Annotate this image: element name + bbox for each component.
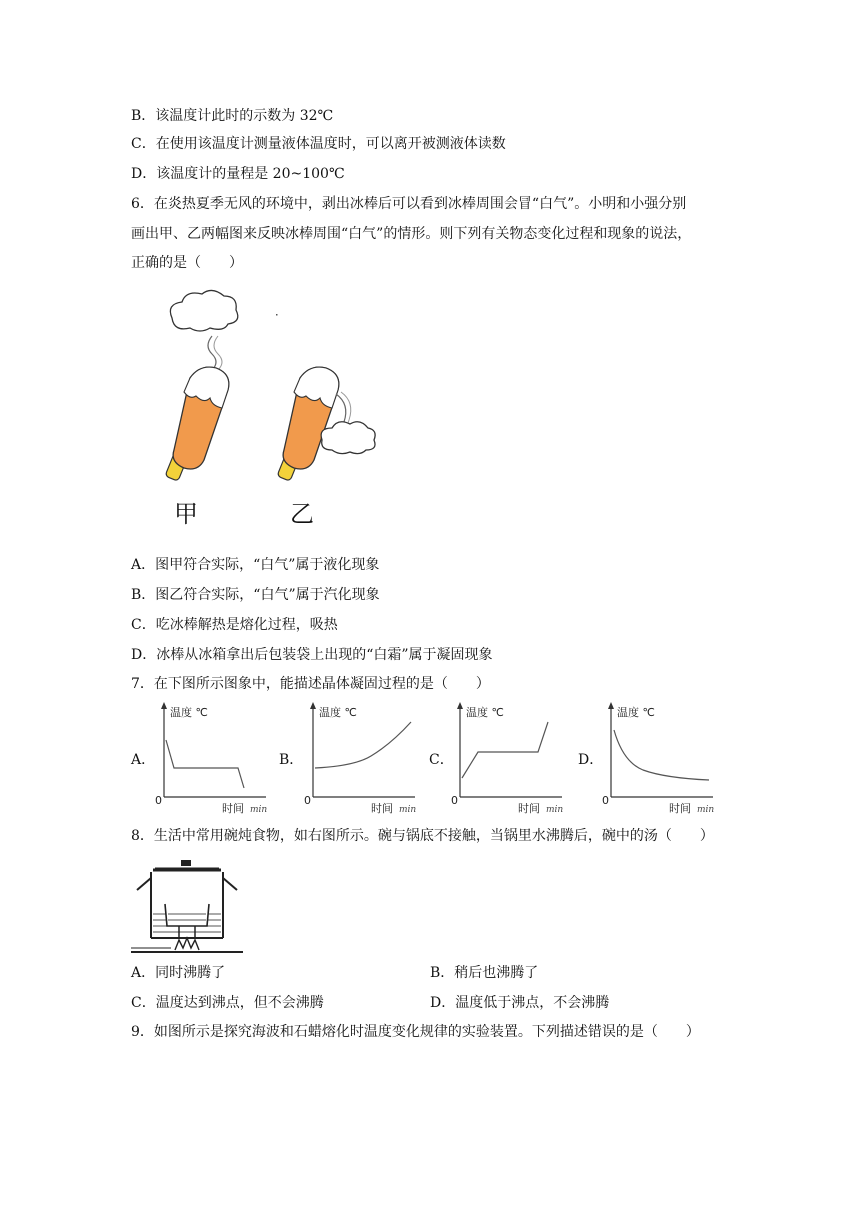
- popsicle-jia: [165, 290, 238, 528]
- q7-label-a: A．: [131, 752, 156, 768]
- curve-d: [614, 730, 709, 780]
- fig-label-yi: 乙: [290, 500, 314, 528]
- origin-label: 0: [155, 794, 162, 807]
- q6-stem-line2: 画出甲、乙两幅图来反映冰棒周围“白气”的情形。则下列有关物态变化过程和现象的说法，: [131, 226, 692, 242]
- y-axis-label: 温度 ℃: [617, 706, 655, 719]
- curve-c: [462, 722, 548, 778]
- q7-label-d: D．: [578, 752, 604, 768]
- popsicle-figure: [150, 290, 390, 535]
- x-axis-unit: min: [697, 805, 715, 815]
- popsicle-yi: [276, 314, 375, 528]
- origin-label: 0: [304, 794, 311, 807]
- q8-stem: 8．生活中常用碗炖食物，如右图所示。碗与锅底不接触，当锅里水沸腾后，碗中的汤（ ）: [131, 828, 714, 844]
- q9-stem: 9．如图所示是探究海波和石蜡熔化时温度变化规律的实验装置。下列描述错误的是（ ）: [131, 1024, 700, 1040]
- q8-option-a: A．同时沸腾了: [131, 965, 226, 981]
- q7-label-c: C．: [429, 752, 454, 768]
- x-axis-unit: min: [399, 805, 417, 815]
- q8-option-d: D．温度低于沸点，不会沸腾: [430, 995, 610, 1011]
- q6-stem-line1: 6．在炎热夏季无风的环境中，剥出冰棒后可以看到冰棒周围会冒“白气”。小明和小强分别: [131, 196, 687, 212]
- q5-option-c: C．在使用该温度计测量液体温度时，可以离开被测液体读数: [131, 136, 506, 152]
- q6-option-c: C．吃冰棒解热是熔化过程，吸热: [131, 617, 338, 633]
- fig-label-jia: 甲: [174, 500, 198, 528]
- q6-option-b: B．图乙符合实际，“白气”属于汽化现象: [131, 587, 380, 603]
- q8-option-b: B．稍后也沸腾了: [430, 965, 539, 981]
- q5-option-b: B．该温度计此时的示数为 32℃: [131, 108, 334, 124]
- q8-option-c: C．温度达到沸点，但不会沸腾: [131, 995, 324, 1011]
- x-axis-label: 时间: [518, 802, 540, 815]
- x-axis-label: 时间: [222, 802, 244, 815]
- graph-b: [299, 700, 419, 815]
- q6-option-a: A．图甲符合实际，“白气”属于液化现象: [131, 557, 380, 573]
- curve-a: [166, 740, 244, 788]
- pot-bowl-figure: [131, 858, 243, 954]
- y-axis-label: 温度 ℃: [319, 706, 357, 719]
- q5-option-d: D．该温度计的量程是 20~100℃: [131, 166, 345, 182]
- origin-label: 0: [602, 794, 609, 807]
- origin-label: 0: [451, 794, 458, 807]
- graph-c: [446, 700, 566, 815]
- q6-stem-line3: 正确的是（ ）: [131, 255, 243, 271]
- q6-option-d: D．冰棒从冰箱拿出后包装袋上出现的“白霜”属于凝固现象: [131, 647, 493, 663]
- q7-stem: 7．在下图所示图象中，能描述晶体凝固过程的是（ ）: [131, 676, 490, 692]
- y-axis-label: 温度 ℃: [466, 706, 504, 719]
- graph-a: [150, 700, 270, 815]
- x-axis-unit: min: [546, 805, 564, 815]
- x-axis-unit: min: [250, 805, 268, 815]
- x-axis-label: 时间: [669, 802, 691, 815]
- curve-b: [315, 722, 411, 768]
- y-axis-label: 温度 ℃: [170, 706, 208, 719]
- graph-d: [597, 700, 717, 815]
- q7-label-b: B．: [279, 752, 304, 768]
- x-axis-label: 时间: [371, 802, 393, 815]
